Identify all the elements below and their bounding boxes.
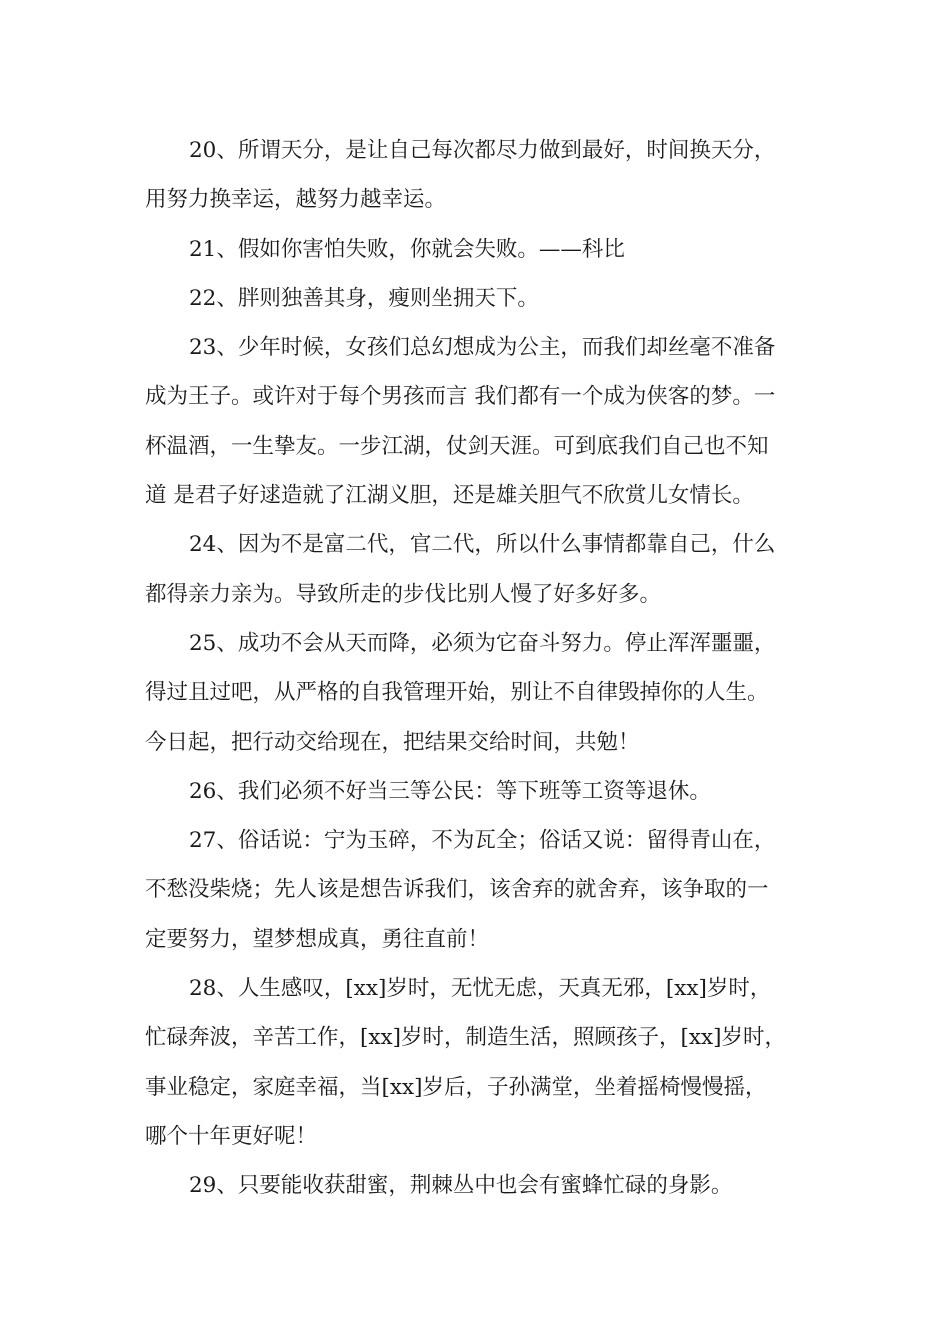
- paragraph-line: 21、假如你害怕失败，你就会失败。——科比: [189, 236, 625, 262]
- paragraph-line: 今日起，把行动交给现在，把结果交给时间，共勉！: [145, 729, 640, 755]
- paragraph-line: 25、成功不会从天而降，必须为它奋斗努力。停止浑浑噩噩，: [189, 630, 776, 656]
- paragraph-line: 定要努力，望梦想成真，勇往直前！: [145, 926, 490, 952]
- paragraph-line: 27、俗话说：宁为玉碎，不为瓦全；俗话又说：留得青山在，: [189, 828, 776, 854]
- paragraph-line: 道 是君子好逑造就了江湖义胆，还是雄关胆气不欣赏儿女情长。: [145, 483, 754, 509]
- paragraph-24: [145, 520, 815, 619]
- paragraph-line: 忙碌奔波，辛苦工作，[xx]岁时，制造生活，照顾孩子，[xx]岁时，: [145, 1025, 787, 1051]
- paragraph-23: [145, 323, 815, 520]
- paragraph-line: 用努力换幸运，越努力越幸运。: [145, 187, 447, 213]
- paragraph-21: [145, 225, 815, 274]
- paragraph-line: 26、我们必须不好当三等公民：等下班等工资等退休。: [189, 778, 711, 804]
- paragraph-line: 28、人生感叹，[xx]岁时，无忧无虑，天真无邪，[xx]岁时，: [189, 976, 772, 1002]
- paragraph-25: [145, 619, 815, 767]
- paragraph-20: [145, 126, 815, 225]
- paragraph-line: 成为王子。或许对于每个男孩而言 我们都有一个成为侠客的梦。一: [145, 384, 776, 410]
- paragraph-line: 23、少年时候，女孩们总幻想成为公主，而我们却丝毫不准备: [189, 335, 776, 361]
- paragraph-line: 不愁没柴烧；先人该是想告诉我们，该舍弃的就舍弃，该争取的一: [145, 877, 769, 903]
- paragraph-26: [145, 767, 815, 816]
- paragraph-line: 29、只要能收获甜蜜，荆棘丛中也会有蜜蜂忙碌的身影。: [189, 1173, 733, 1199]
- paragraph-line: 22、胖则独善其身，瘦则坐拥天下。: [189, 285, 539, 311]
- document-body: [145, 126, 815, 1211]
- paragraph-line: 24、因为不是富二代，官二代，所以什么事情都靠自己，什么: [189, 532, 776, 558]
- paragraph-29: [145, 1161, 815, 1210]
- paragraph-28: [145, 964, 815, 1161]
- paragraph-line: 杯温酒，一生挚友。一步江湖，仗剑天涯。可到底我们自己也不知: [145, 433, 769, 459]
- paragraph-line: 哪个十年更好呢！: [145, 1123, 318, 1149]
- paragraph-line: 得过且过吧，从严格的自我管理开始，别让不自律毁掉你的人生。: [145, 680, 769, 706]
- paragraph-line: 事业稳定，家庭幸福，当[xx]岁后，子孙满堂，坐着摇椅慢慢摇，: [145, 1074, 767, 1100]
- paragraph-22: [145, 274, 815, 323]
- paragraph-line: 都得亲力亲为。导致所走的步伐比别人慢了好多好多。: [145, 581, 662, 607]
- paragraph-27: [145, 816, 815, 964]
- paragraph-line: 20、所谓天分，是让自己每次都尽力做到最好，时间换天分，: [189, 138, 776, 163]
